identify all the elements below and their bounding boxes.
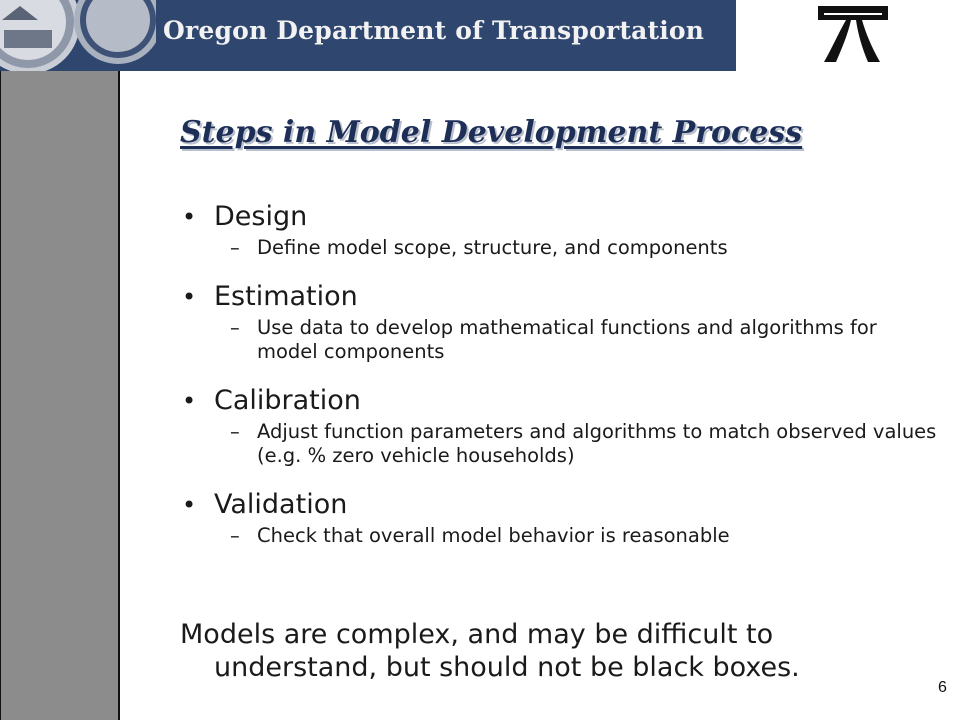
bullet-calibration: • Calibration [180,382,940,420]
sub-bullet-design: – Define model scope, structure, and components [180,236,940,260]
sub-bullet-validation: – Check that overall model behavior is reasonable [180,524,940,548]
closing-line-1: Models are complex, and may be difficult to [180,619,774,650]
state-seal-icon [0,0,156,71]
sub-bullet-calibration: – Adjust function parameters and algorithms to match observed values (e.g. % zero vehicle households) [180,420,940,468]
odot-logo-icon [818,4,888,66]
sub-bullet-estimation: – Use data to develop mathematical functions and algorithms for model components [180,316,940,364]
sidebar-bar [0,71,120,720]
slide-title: Steps in Model Development Process [180,115,803,150]
agency-name: Oregon Department of Transportation [163,16,705,45]
closing-statement [180,618,920,684]
bullet-estimation: • Estimation [180,278,940,316]
header-banner [0,0,736,71]
closing-line-2: understand, but should not be black boxes. [214,652,800,683]
bullet-validation: • Validation [180,486,940,524]
bullet-design: • Design [180,198,940,236]
page-number: 6 [938,679,947,696]
bullet-list [180,198,940,566]
